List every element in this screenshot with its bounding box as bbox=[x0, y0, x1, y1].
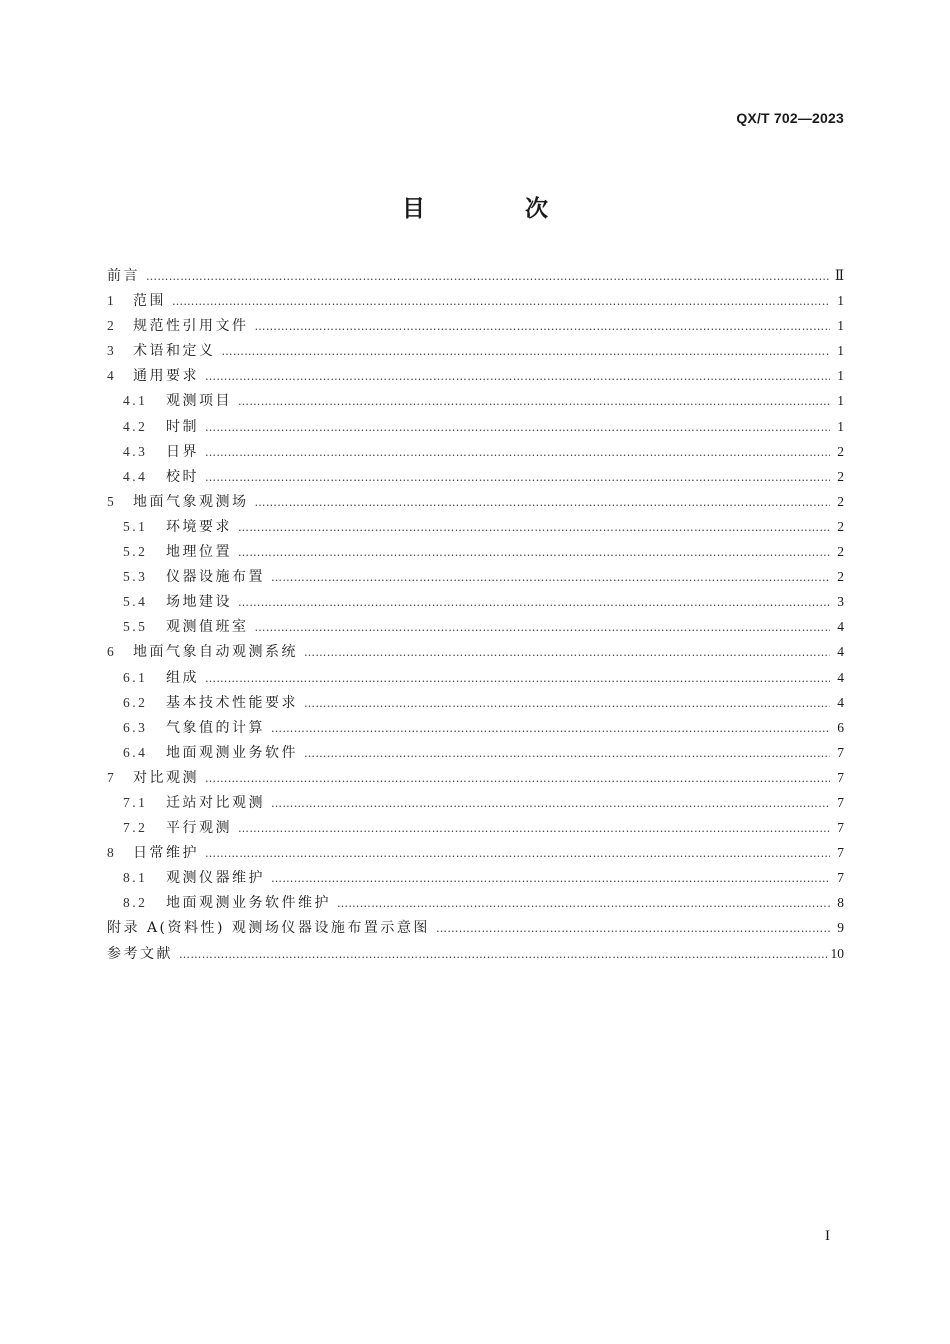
toc-entry-page: 1 bbox=[837, 418, 844, 434]
page-title: 目 次 bbox=[401, 196, 594, 222]
toc-entry-page: 7 bbox=[837, 820, 844, 836]
toc-leader-dots bbox=[205, 364, 830, 389]
toc-entry-page: 9 bbox=[837, 920, 844, 936]
toc-entry[interactable] bbox=[107, 614, 844, 639]
toc-entry-number: 1 bbox=[107, 293, 116, 309]
toc-entry-page: 2 bbox=[837, 544, 844, 560]
toc-entry[interactable] bbox=[107, 539, 844, 564]
toc-entry-number: 7.2 bbox=[123, 820, 148, 836]
toc-leader-dots bbox=[255, 490, 831, 515]
toc-entry-number: 6.3 bbox=[123, 719, 148, 735]
toc-entry-number: 6.1 bbox=[123, 669, 148, 685]
toc-entry[interactable] bbox=[107, 941, 844, 966]
toc-entry-page: 2 bbox=[837, 518, 844, 534]
toc-leader-dots bbox=[238, 389, 830, 414]
toc-entry-number: 4.4 bbox=[123, 468, 148, 484]
toc-entry-page: 6 bbox=[837, 719, 844, 735]
toc-entry-number: 8.1 bbox=[123, 870, 148, 886]
toc-entry-label: 组成 bbox=[166, 669, 199, 686]
toc-leader-dots bbox=[205, 766, 830, 791]
toc-leader-dots bbox=[205, 415, 830, 440]
toc-leader-dots bbox=[337, 891, 830, 916]
toc-entry-page: 7 bbox=[837, 769, 844, 785]
toc-entry[interactable] bbox=[107, 815, 844, 840]
toc-entry-page: 2 bbox=[837, 493, 844, 509]
page-number: I bbox=[825, 1228, 830, 1244]
toc-entry-number: 7 bbox=[107, 769, 116, 785]
toc-entry-label: 附录 A(资料性) 观测场仪器设施布置示意图 bbox=[107, 920, 430, 937]
standard-code: QX/T 702—2023 bbox=[736, 110, 844, 126]
toc-leader-dots bbox=[255, 314, 831, 339]
toc-entry-page: 2 bbox=[837, 443, 844, 459]
toc-entry-page: 1 bbox=[837, 293, 844, 309]
toc-entry[interactable] bbox=[107, 890, 844, 915]
toc-leader-dots bbox=[238, 816, 830, 841]
table-of-contents bbox=[107, 263, 844, 966]
toc-entry-label: 术语和定义 bbox=[133, 343, 216, 360]
toc-leader-dots bbox=[146, 264, 830, 289]
toc-entry-label: 前言 bbox=[107, 268, 140, 284]
toc-leader-dots bbox=[304, 741, 830, 766]
toc-entry-label: 范围 bbox=[133, 293, 166, 310]
toc-entry-label: 观测仪器维护 bbox=[166, 870, 265, 887]
toc-entry-label: 对比观测 bbox=[133, 769, 199, 786]
toc-entry[interactable] bbox=[107, 388, 844, 413]
toc-entry-number: 5.5 bbox=[123, 619, 148, 635]
toc-entry-number: 5.3 bbox=[123, 569, 148, 585]
toc-entry-label: 地面气象观测场 bbox=[133, 493, 249, 510]
toc-entry[interactable] bbox=[107, 363, 844, 388]
toc-entry-number: 4.2 bbox=[123, 418, 148, 434]
toc-leader-dots bbox=[222, 339, 831, 364]
toc-entry-label: 地面观测业务软件 bbox=[166, 744, 298, 761]
toc-leader-dots bbox=[179, 942, 827, 967]
toc-entry-label: 校时 bbox=[166, 468, 199, 485]
toc-entry-page: Ⅱ bbox=[834, 268, 844, 283]
toc-entry[interactable] bbox=[107, 865, 844, 890]
toc-entry-number: 6 bbox=[107, 644, 116, 660]
toc-entry-page: 2 bbox=[837, 569, 844, 585]
toc-entry-label: 日常维护 bbox=[133, 845, 199, 862]
toc-entry-label: 仪器设施布置 bbox=[166, 569, 265, 586]
toc-entry-page: 1 bbox=[837, 318, 844, 334]
toc-entry-page: 1 bbox=[837, 343, 844, 359]
toc-entry-number: 5.4 bbox=[123, 594, 148, 610]
toc-entry-number: 3 bbox=[107, 343, 116, 359]
toc-entry[interactable] bbox=[107, 338, 844, 363]
toc-leader-dots bbox=[238, 590, 830, 615]
toc-leader-dots bbox=[271, 565, 830, 590]
toc-leader-dots bbox=[205, 841, 830, 866]
toc-entry[interactable] bbox=[107, 414, 844, 439]
toc-leader-dots bbox=[271, 866, 830, 891]
toc-leader-dots bbox=[205, 440, 830, 465]
toc-entry-label: 气象值的计算 bbox=[166, 719, 265, 736]
toc-entry-label: 地面气象自动观测系统 bbox=[133, 644, 298, 661]
toc-entry-label: 基本技术性能要求 bbox=[166, 694, 298, 711]
toc-entry[interactable] bbox=[107, 665, 844, 690]
toc-leader-dots bbox=[205, 666, 830, 691]
toc-entry-number: 8.2 bbox=[123, 895, 148, 911]
toc-entry-page: 1 bbox=[837, 393, 844, 409]
toc-leader-dots bbox=[304, 691, 830, 716]
toc-leader-dots bbox=[255, 615, 831, 640]
toc-entry-number: 5.2 bbox=[123, 544, 148, 560]
toc-entry-number: 8 bbox=[107, 845, 116, 861]
toc-entry[interactable] bbox=[107, 564, 844, 589]
toc-entry-page: 7 bbox=[837, 744, 844, 760]
toc-entry-page: 10 bbox=[830, 945, 844, 961]
toc-entry-page: 2 bbox=[837, 468, 844, 484]
toc-entry-page: 4 bbox=[837, 619, 844, 635]
toc-leader-dots bbox=[436, 916, 830, 941]
toc-leader-dots bbox=[205, 465, 830, 490]
toc-entry-label: 场地建设 bbox=[166, 594, 232, 611]
toc-entry-page: 4 bbox=[837, 669, 844, 685]
toc-entry-label: 地理位置 bbox=[166, 544, 232, 561]
toc-entry[interactable] bbox=[107, 765, 844, 790]
toc-leader-dots bbox=[304, 640, 830, 665]
toc-entry[interactable] bbox=[107, 790, 844, 815]
toc-entry-number: 7.1 bbox=[123, 794, 148, 810]
toc-entry-number: 4 bbox=[107, 368, 116, 384]
toc-entry-label: 参考文献 bbox=[107, 945, 173, 962]
toc-entry[interactable] bbox=[107, 313, 844, 338]
toc-entry[interactable] bbox=[107, 740, 844, 765]
toc-leader-dots bbox=[172, 289, 830, 314]
toc-entry-label: 迁站对比观测 bbox=[166, 794, 265, 811]
toc-entry-number: 6.2 bbox=[123, 694, 148, 710]
toc-entry-number: 4.1 bbox=[123, 393, 148, 409]
toc-entry[interactable] bbox=[107, 464, 844, 489]
toc-leader-dots bbox=[271, 791, 830, 816]
toc-entry-page: 1 bbox=[837, 368, 844, 384]
toc-entry-label: 通用要求 bbox=[133, 368, 199, 385]
toc-leader-dots bbox=[238, 515, 830, 540]
toc-entry-label: 规范性引用文件 bbox=[133, 318, 249, 335]
toc-entry-label: 地面观测业务软件维护 bbox=[166, 895, 331, 912]
toc-entry-number: 2 bbox=[107, 318, 116, 334]
toc-entry-label: 观测项目 bbox=[166, 393, 232, 410]
toc-entry-page: 4 bbox=[837, 694, 844, 710]
toc-entry-page: 7 bbox=[837, 870, 844, 886]
toc-entry[interactable] bbox=[107, 263, 844, 288]
toc-entry-page: 8 bbox=[837, 895, 844, 911]
toc-entry[interactable] bbox=[107, 840, 844, 865]
toc-entry[interactable] bbox=[107, 439, 844, 464]
toc-entry-page: 3 bbox=[837, 594, 844, 610]
toc-entry-page: 4 bbox=[837, 644, 844, 660]
toc-entry-label: 环境要求 bbox=[166, 518, 232, 535]
toc-entry[interactable] bbox=[107, 715, 844, 740]
toc-entry[interactable] bbox=[107, 639, 844, 664]
toc-entry-label: 日界 bbox=[166, 443, 199, 460]
toc-entry[interactable] bbox=[107, 589, 844, 614]
toc-entry-page: 7 bbox=[837, 845, 844, 861]
toc-entry-number: 5 bbox=[107, 493, 116, 509]
toc-entry[interactable] bbox=[107, 690, 844, 715]
toc-entry-label: 平行观测 bbox=[166, 820, 232, 837]
toc-entry-page: 7 bbox=[837, 794, 844, 810]
toc-entry-label: 观测值班室 bbox=[166, 619, 249, 636]
toc-entry[interactable] bbox=[107, 288, 844, 313]
toc-entry[interactable] bbox=[107, 489, 844, 514]
toc-entry-number: 5.1 bbox=[123, 518, 148, 534]
toc-leader-dots bbox=[238, 540, 830, 565]
toc-entry[interactable] bbox=[107, 514, 844, 539]
toc-entry-number: 6.4 bbox=[123, 744, 148, 760]
toc-leader-dots bbox=[271, 716, 830, 741]
toc-entry-label: 时制 bbox=[166, 418, 199, 435]
toc-entry-number: 4.3 bbox=[123, 443, 148, 459]
toc-entry[interactable] bbox=[107, 915, 844, 940]
